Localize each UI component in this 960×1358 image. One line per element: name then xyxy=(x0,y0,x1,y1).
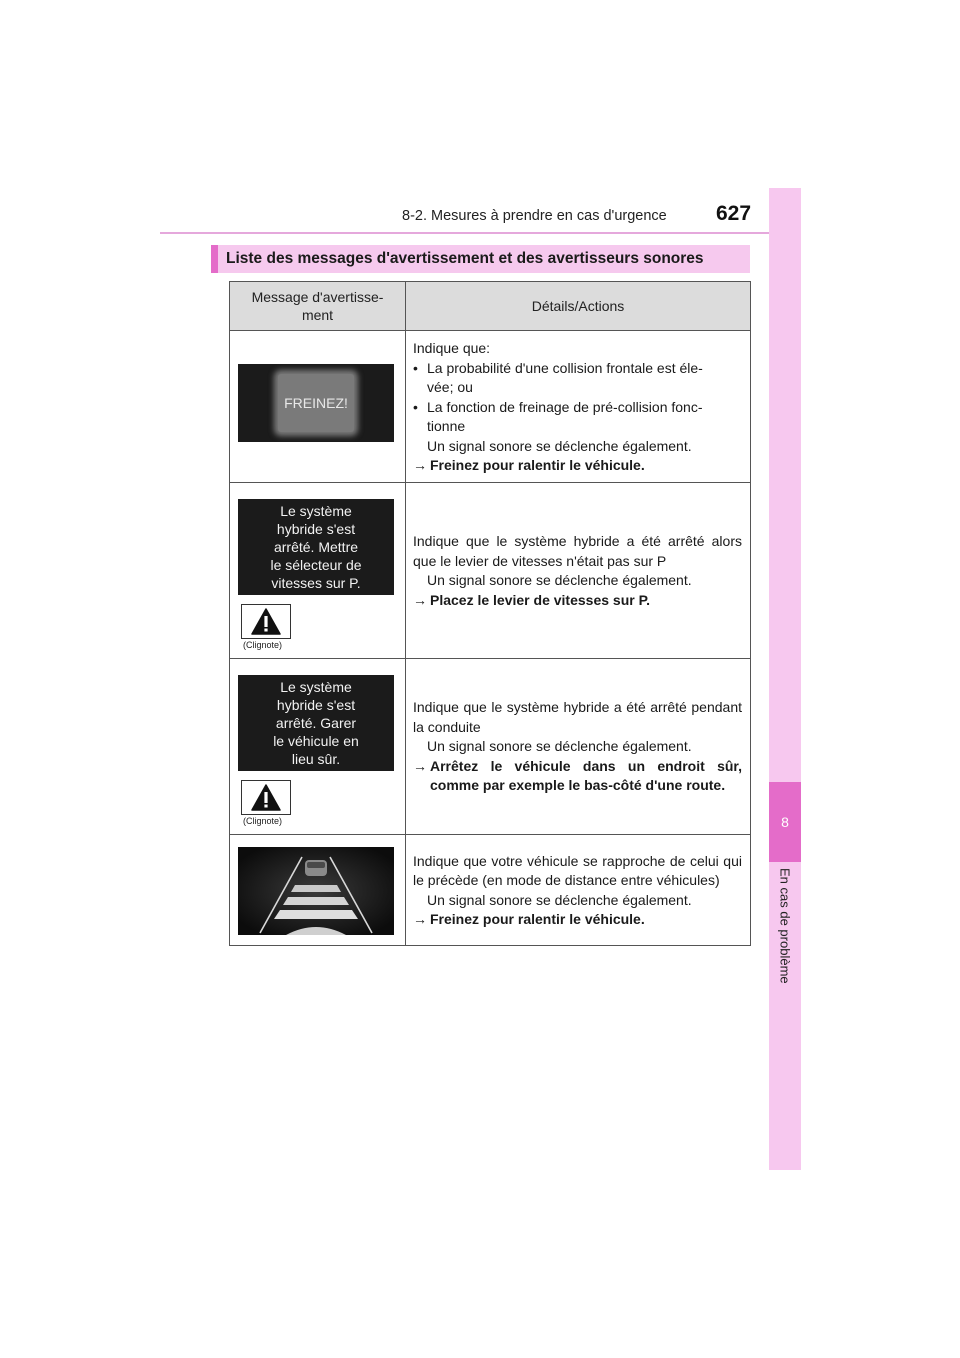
warning-messages-table xyxy=(229,281,751,946)
table-row xyxy=(230,331,751,483)
list-item: • La probabilité d'une collision frontale est éle- xyxy=(413,359,703,376)
arrow-right-icon: → xyxy=(413,457,427,473)
header-divider xyxy=(160,232,801,234)
detail-text: Indique que le système hybride a été arrêté pendant la conduite xyxy=(413,699,742,735)
distance-warning-display xyxy=(238,847,394,935)
sound-note: Un signal sonore se déclenche également. xyxy=(427,738,692,755)
list-item: • La fonction de freinage de pré-collision fonc- xyxy=(413,398,703,415)
details-cell xyxy=(406,834,751,945)
warning-triangle-icon xyxy=(241,780,291,815)
header-section-title: 8-2. Mesures à prendre en cas d'urgence xyxy=(402,208,667,224)
message-cell xyxy=(230,658,406,834)
display-hybrid-stopped-p: Le système hybride s'est arrêté. Mettre le sélecteur de vitesses sur P. xyxy=(238,499,394,595)
sound-note: Un signal sonore se déclenche également. xyxy=(427,572,692,588)
sound-note: Un signal sonore se déclenche également. xyxy=(427,437,692,454)
table-row xyxy=(230,482,751,658)
action-line: → Freinez pour ralentir le véhicule. xyxy=(413,910,742,930)
chapter-side-tab xyxy=(769,188,801,1170)
chapter-number: 8 xyxy=(769,782,801,862)
sound-note: Un signal sonore se déclenche également. xyxy=(427,891,692,908)
table-row xyxy=(230,834,751,945)
arrow-right-icon: → xyxy=(413,757,427,774)
display-freinez-text: FREINEZ! xyxy=(278,374,354,432)
details-cell xyxy=(406,658,751,834)
display-hybrid-stopped-park: Le système hybride s'est arrêté. Garer le véhicule en lieu sûr. xyxy=(238,675,394,771)
arrow-right-icon: → xyxy=(413,911,427,927)
warning-triangle-icon xyxy=(241,604,291,639)
table-header-row xyxy=(230,282,751,331)
action-line: → Arrêtez le véhicule dans un endroit sûr, comme par exemple le bas-côté d'une route. xyxy=(413,757,742,796)
detail-intro: Indique que: xyxy=(413,340,491,356)
column-header-details: Détails/Actions xyxy=(406,282,751,331)
arrow-right-icon: → xyxy=(413,591,427,608)
details-cell: Indique que: • La probabilité d'une collision frontale est éle- vée; ou • La fonction de freinage de pré-collision fonc- tionne Un signal sonore se déclenche également. → Freinez pour ralentir le véhicule. xyxy=(406,331,751,483)
chapter-title: En cas de problème xyxy=(777,868,793,984)
details-cell xyxy=(406,482,751,658)
section-heading: Liste des messages d'avertissement et des avertisseurs sonores xyxy=(211,245,750,273)
message-cell xyxy=(230,331,406,483)
message-cell xyxy=(230,482,406,658)
column-header-message: Message d'avertisse- ment xyxy=(230,282,406,331)
blink-label: (Clignote) xyxy=(243,639,283,650)
page-number: 627 xyxy=(716,202,752,225)
blink-label: (Clignote) xyxy=(243,815,283,826)
action-line: → Placez le levier de vitesses sur P. xyxy=(413,591,742,611)
display-freinez xyxy=(238,364,394,442)
table-row xyxy=(230,658,751,834)
action-line: → Freinez pour ralentir le véhicule. xyxy=(413,456,742,476)
detail-text: Indique que le système hybride a été arrêté alors que le levier de vitesses n'était pas sur P xyxy=(413,533,742,569)
message-cell xyxy=(230,834,406,945)
detail-text: Indique que votre véhicule se rapproche de celui qui le précède (en mode de distance entre véhicules) xyxy=(413,852,742,888)
